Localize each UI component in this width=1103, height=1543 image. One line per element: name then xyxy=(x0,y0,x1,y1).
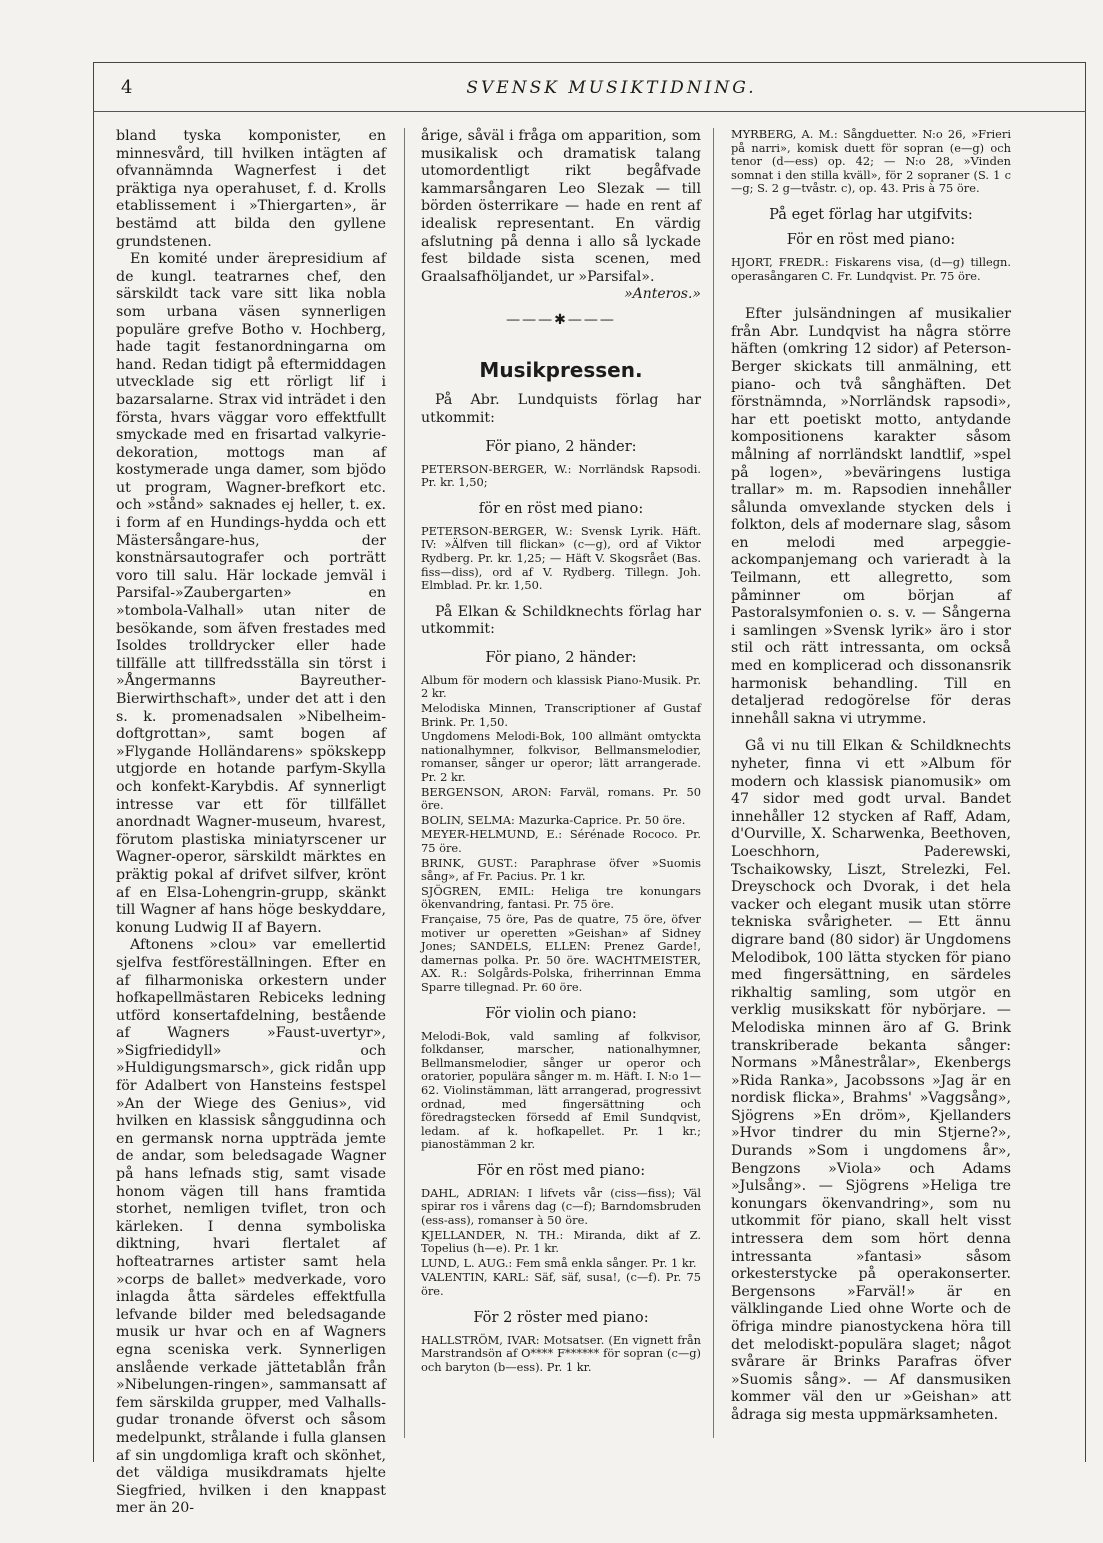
column-3 xyxy=(731,128,1011,1425)
subheading: För piano, 2 händer: xyxy=(485,437,637,455)
subheading: För piano, 2 händer: xyxy=(485,648,637,666)
page-number: 4 xyxy=(121,77,133,98)
header-rule xyxy=(93,111,1086,112)
subheading: För violin och piano: xyxy=(485,1004,637,1022)
section-title: Musikpressen. xyxy=(479,358,643,383)
listing-item: MYRBERG, A. M.: Sångduetter. N:o 26, »Frieri på narri», komisk duett för sopran (e—g) och tenor (d—ess) op. 42; — N:o 28, »Vinden somnat i den stilla kväll», för 2 sopraner (S. 1 c—g; S. 2 g—tvåstr. c), op. 43. Pris à 75 öre. xyxy=(731,127,1011,196)
column-1 xyxy=(116,128,386,1518)
listing-item: SJÖGREN, EMIL: Heliga tre konungars ökenvandring, fantasi. Pr. 75 öre. xyxy=(421,883,701,912)
listing-item: LUND, L. AUG.: Fem små enkla sånger. Pr. 1 kr. xyxy=(421,1255,697,1270)
author-signature: »Anteros.» xyxy=(624,286,701,303)
listing-item: Ungdomens Melodi-Bok, 100 allmänt omtyckta nationalhymner, folkvisor, Bellmansmelodier, romanser, sånger ur operor; lätt arrangerade. Pr. 2 kr. xyxy=(421,729,701,785)
article-paragraph: Efter julsändningen af musikalier från Abr. Lundqvist ha några större häften (omkring 12 sidor) af Peterson-Berger skickats till anmälning, ett piano- och två sånghäften. Det förstnämnda, »Norrländsk rapsodi», har ett poetiskt motto, antydande kompositionens karakter såsom målning af norrländskt landtlif, »spel på logen», »beväringens lustiga trallar» m. m. Rapsodien innehåller sålunda omvexlande stycken dels i folkton, dels af modernare slag, såsom en melodi med arpeggie-ackompanjemang och varieradt à la Teilmann, ett allegretto, som påminner om början af Pastoralsymfonien o. s. v. — Sångerna i samlingen »Svensk lyrik» äro i stor stil och rätt intressanta, om också med en komplicerad och dissonansrik harmonisk behandling. Till en detaljerad redogörelse för deras innehåll sakna vi utrymme. xyxy=(731,306,1011,727)
listing-item: MEYER-HELMUND, E.: Sérénade Rococo. Pr. 75 öre. xyxy=(421,827,701,855)
publisher-intro: På Elkan & Schildknechts förlag har utkommit: xyxy=(421,603,701,638)
frame-top-rule xyxy=(93,62,1086,63)
article-paragraph: Gå vi nu till Elkan & Schildknechts nyheter, finna vi ett »Album för modern och klassisk pianomusik» om 47 sidor med godt urval. Bandet innehåller 12 stycken af Raff, Adam, d'Ourville, X. Scharwenka, Beethoven, Loeschhorn, Paderewski, Tschaikowsky, Liszt, Strelezki, Fel. Dreyschock och Dvorak, i det hela vacker och elegant musik utan större tekniska svårigheter. — Ett ännu digrare band (80 sidor) är Ungdomens Melodibok, 100 lätta stycken för piano med fingersättning, en särdeles rikhaltig samling, som utgör en verklig musikskatt för nybörjare. — Melodiska minnen äro af G. Brink transkriberade bekanta sånger: Normans »Månestrålar», Ekenbergs »Rida Ranka», Jacobssons »Jag är en nordisk flicka», Brahms' »Vaggsång», Sjögrens »En dröm», Kjellanders »Hvor tindrer du min Stjerne?», Durands »Som i ungdomens år», Bengzons »Viola» och Adams »Julsång». — Sjögrens »Heliga tre konungars ökenvandring», som nu utkommit för piano, skall helt visst intressera dem som hört denna intressanta »fantasi» såsom orkesterstycke på operakonserter. Bergensons »Farväl!» är en välklingande Lied ohne Worte och de öfriga mindre pianostyckena höra till det melodiskt-populära slaget; något svårare är Brinks Parafras öfver »Suomis sång». — Af dansmusiken kommer väl den ur »Geishan» att ådraga sig mesta uppmärksamheten. xyxy=(731,738,1011,1423)
article-paragraph: bland tyska komponister, en minnesvård, till hvilken intägten af ofvannämnda Wagnerfest i det präktiga nya operahuset, f. d. Krolls etablissement i »Thiergarten», är bestämd att bilda den gyllene grundstenen. xyxy=(116,128,386,250)
listing-item: BRINK, GUST.: Paraphrase öfver »Suomis sång», af Fr. Pacius. Pr. 1 kr. xyxy=(421,855,701,884)
column-divider xyxy=(404,128,405,1438)
listing-item: Melodiska Minnen, Transcriptioner af Gustaf Brink. Pr. 1,50. xyxy=(421,701,701,729)
frame-left-rule xyxy=(93,62,94,1462)
listing-item: PETERSON-BERGER, W.: Norrländsk Rapsodi. Pr. kr. 1,50; xyxy=(421,461,701,490)
listing-item: Française, 75 öre, Pas de quatre, 75 öre, öfver motiver ur operetten »Geishan» af Sidney Jones; SANDELS, ELLEN: Prenez Garde!, damernas polka. Pr. 50 öre. WACHTMEISTER, AX. R.: Solgårds-Polska, friherrinnan Emma Sparre tillegnad. Pr. 60 öre. xyxy=(421,911,701,994)
listing-item: VALENTIN, KARL: Säf, säf, susa!, (c—f). Pr. 75 öre. xyxy=(421,1270,701,1299)
column-divider xyxy=(713,128,714,1438)
listing-item: DAHL, ADRIAN: I lifvets vår (ciss—fiss); Väl spirar ros i vårens dag (c—f); Barndomsbruden (ess-ass), romanser à 50 öre. xyxy=(421,1185,701,1228)
subheading: För en röst med piano: xyxy=(786,230,956,248)
subheading: för en röst med piano: xyxy=(478,499,644,517)
subheading: För 2 röster med piano: xyxy=(473,1308,649,1326)
ornament-divider: ———✱——— xyxy=(506,312,616,329)
journal-title: SVENSK MUSIKTIDNING. xyxy=(466,78,757,98)
column-2 xyxy=(421,128,701,1375)
frame-right-rule xyxy=(1085,62,1086,1462)
publisher-intro: På Abr. Lundquists förlag har utkommit: xyxy=(421,392,701,426)
subheading: På eget förlag har utgifvits: xyxy=(769,205,973,223)
listing-item: HJORT, FREDR.: Fiskarens visa, (d—g) tillegn. operasångaren C. Fr. Lundqvist. Pr. 75 öre. xyxy=(731,254,1011,283)
listing-item: BERGENSON, ARON: Farväl, romans. Pr. 50 öre. xyxy=(421,784,701,813)
listing-item: BOLIN, SELMA: Mazurka-Caprice. Pr. 50 öre. xyxy=(421,812,686,827)
listing-item: KJELLANDER, N. TH.: Miranda, dikt af Z. Topelius (h—e). Pr. 1 kr. xyxy=(421,1227,701,1256)
listing-item: Melodi-Bok, vald samling af folkvisor, folkdanser, marscher, nationalhymner, Bellmansmelodier, sånger ur operor och oratorier, populära sånger m. m. Häft. I. N:o 1—62. Violinstämman, lätt arrangerad, progressivt ordnad, med fingersättning och föredragstecken försedd af Emil Sundqvist, ledam. af k. hofkapellet. Pr. 1 kr.; pianostämman 2 kr. xyxy=(421,1028,701,1152)
article-paragraph: Aftonens »clou» var emellertid sjelfva festföreställningen. Efter en af filharmoniska orkestern under hofkapellmästaren Rebiceks ledning utförd konsertafdelning, bestående af Wagners »Faust-uvertyr», »Sigfriedidyll» och »Huldigungsmarsch», gick ridån upp för Adalbert von Hansteins festspel »An der Wiege des Genius», vid hvilken en klassisk sånggudinna och en germansk norna uppträda jemte de andar, som beledsagade Wagner på hans lefnads stig, samt visade honom vägen till hans framtida storhet, nemligen tviflet, tron och kärleken. I denna symboliska diktning, hvari flertalet af hofteatrarnes artister samt hela »corps de ballet» medverkade, voro inlagda åtta särdeles effektfulla lefvande bilder med beledsagande musik ur hvar och en af Wagners egna sceniska verk. Synnerligen anslående verkade jättetablån från »Nibelungen-ringen», sammansatt af fem särskilda grupper, med Valhalls-gudar tronande öfverst och såsom medelpunkt, strålande i fulla glansen af sin ungdomliga kraft och skönhet, det väldiga musikdramats hjelte Siegfried, hvilken i den knappast mer än 20- xyxy=(116,937,386,1517)
listing-item: PETERSON-BERGER, W.: Svensk Lyrik. Häft. IV: »Älfven till flickan» (c—g), ord af Viktor Rydberg. Pr. kr. 1,25; — Häft V. Skogsrået (Bas. fiss—diss), ord af V. Rydberg. Tillegn. Joh. Elmblad. Pr. kr. 1,50. xyxy=(421,523,701,593)
listing-item: HALLSTRÖM, IVAR: Motsatser. (En vignett från Marstrandsön af O**** F****** för sopran (c—g) och baryton (b—ess). Pr. 1 kr. xyxy=(421,1332,701,1374)
article-paragraph: årige, såväl i fråga om apparition, som musikalisk och dramatisk talang utomordentligt rikt begåfvade kammarsångaren Leo Slezak — till börden österrikare — hade en rent af idealisk representant. En värdig afslutning på denna i allo så lyckade fest bildade sista scenen, med Graalsafhöljandet, ur »Parsifal». xyxy=(421,128,701,285)
article-paragraph: En komité under ärepresidium af de kungl. teatrarnes chef, den särskildt tack vare sitt lika nobla som urbana väsen synnerligen populäre grefve Botho v. Hochberg, hade tagit festanordningarna om hand. Redan tidigt på eftermiddagen utvecklade sig ett rörligt lif i bazarsalarne. Strax vid inträdet i den första, hvars väggar voro effektfullt smyckade med en frisartad valkyrie-dekoration, mottogs man af kostymerade unga damer, som bjödo ut program, Wagner-brefkort etc. och »stånd» saknades ej heller, t. ex. i form af en Hundings-hydda och ett Mästersångare-hus, der konstnärsautografer och porträtt voro till salu. Här lockade jemväl i Parsifal-»Zaubergarten» en »tombola-Valhall» utan niter de besökande, som äfven frestades med Isoldes trolldrycker eller hade tillfälle att tillfredsställa sin törst i »Ångermanns Bayreuther-Bierwirthschaft», under det att i den s. k. promenadsalen »Nibelheim-doftgrottan», samt bogen af »Flygande Holländarens» spökskepp utgjorde en hotande parfym-Skylla och konfekt-Karybdis. Af synnerligt intresse var ett för tillfället anordnadt Wagner-museum, hvarest, förutom plastiska miniatyrscener ur Wagner-operor, särskildt märktes en präktig pokal af drifvet silfver, krönt af en Elsa-Lohengrin-grupp, skänkt till Wagner af hans höge beskyddare, konung Ludwig II af Bayern. xyxy=(116,251,386,936)
listing-item: Album för modern och klassisk Piano-Musik. Pr. 2 kr. xyxy=(421,672,701,701)
subheading: För en röst med piano: xyxy=(476,1161,646,1179)
